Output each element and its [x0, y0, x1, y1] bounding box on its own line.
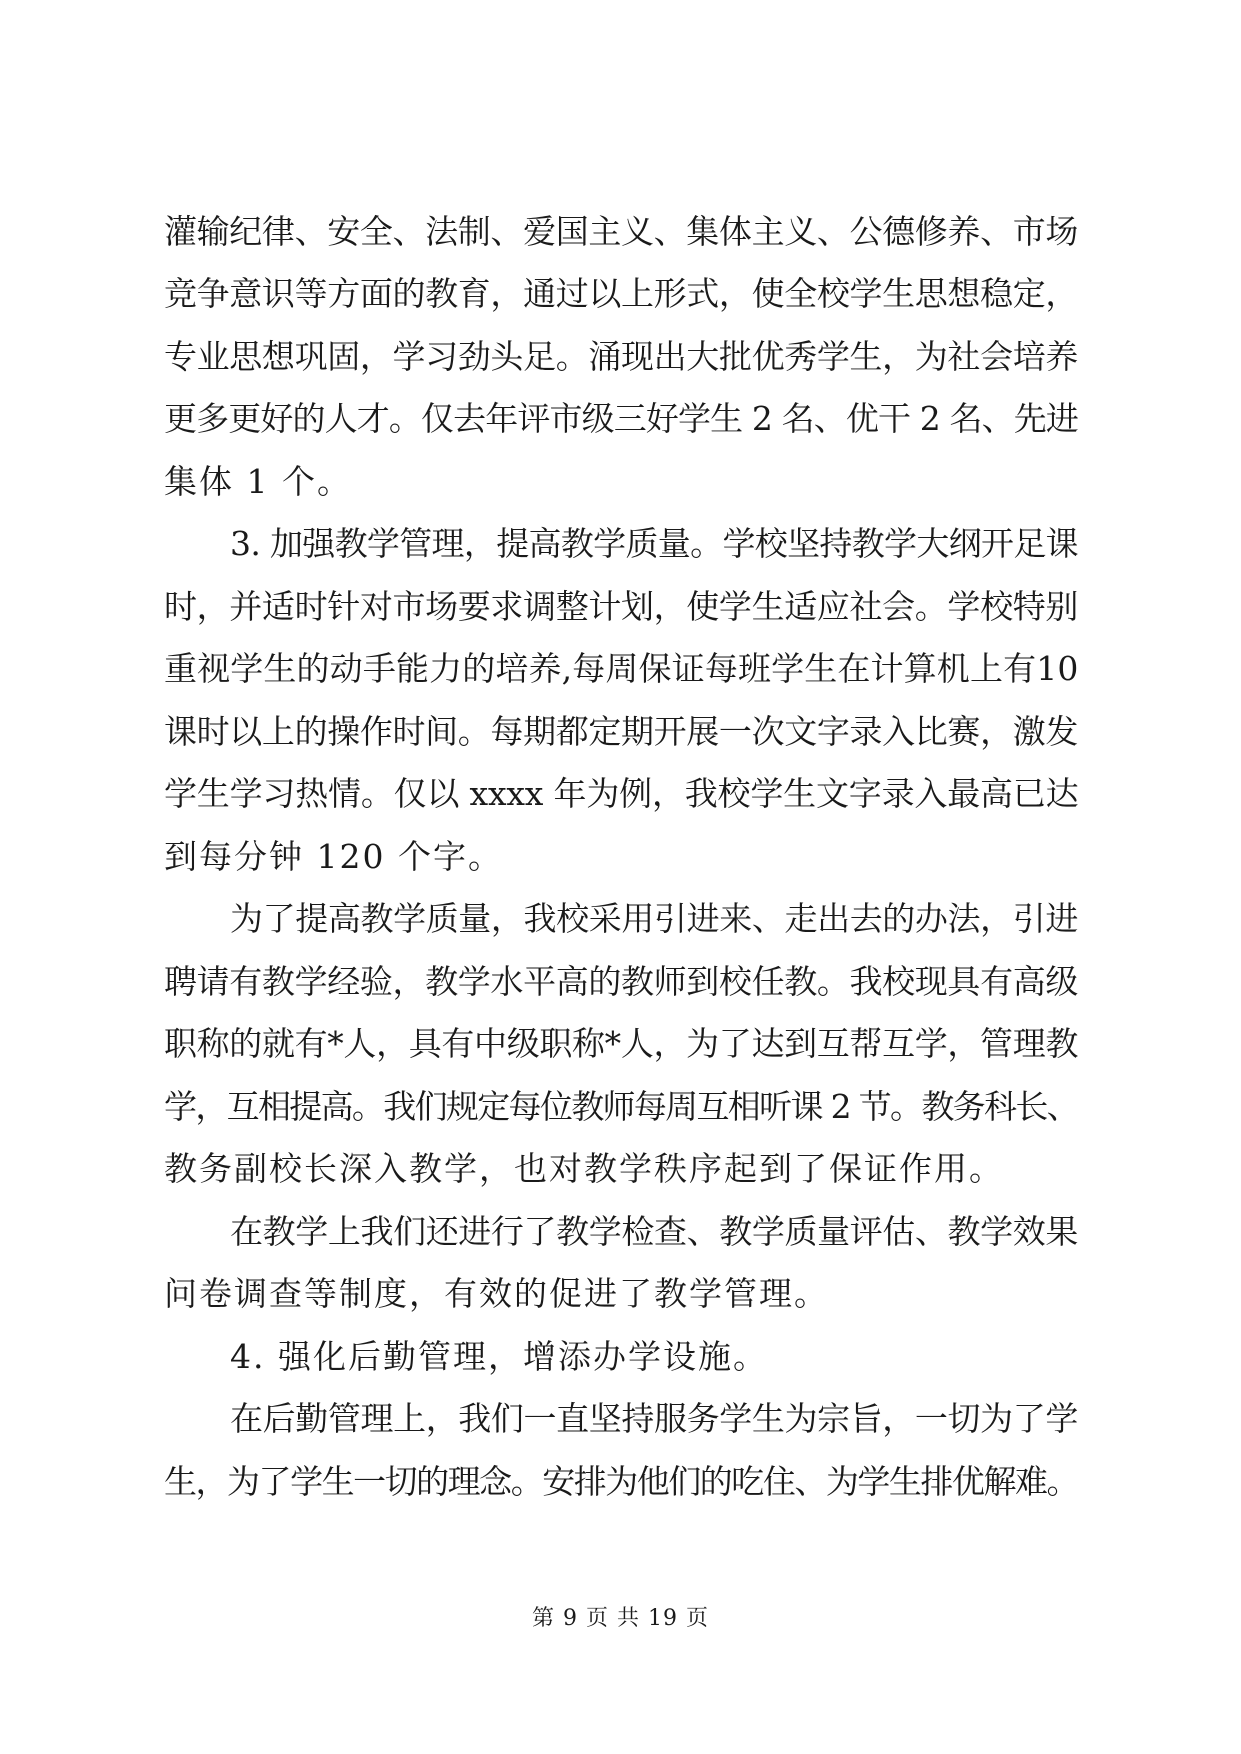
body-line: 教务副校长深入教学，也对教学秩序起到了保证作用。 — [164, 1149, 1004, 1188]
body-line: 在后勤管理上，我们一直坚持服务学生为宗旨，一切为了学 — [230, 1399, 1079, 1438]
body-line: 为了提高教学质量，我校采用引进来、走出去的办法，引进 — [230, 899, 1079, 938]
body-line: 生，为了学生一切的理念。安排为他们的吃住、为学生排优解难。 — [164, 1462, 1078, 1501]
body-line: 更多更好的人才。仅去年评市级三好学生 2 名、优干 2 名、先进 — [164, 399, 1078, 438]
body-line: 学生学习热情。仅以 xxxx 年为例，我校学生文字录入最高已达 — [164, 774, 1079, 813]
body-line: 时，并适时针对市场要求调整计划，使学生适应社会。学校特别 — [164, 587, 1079, 626]
body-line: 学，互相提高。我们规定每位教师每周互相听课 2 节。教务科长、 — [164, 1087, 1078, 1126]
body-line: 聘请有教学经验，教学水平高的教师到校任教。我校现具有高级 — [164, 962, 1079, 1001]
body-line: 到每分钟 120 个字。 — [164, 837, 503, 876]
section-heading-3: 3. 加强教学管理，提高教学质量。学校坚持教学大纲开足课 — [230, 524, 1078, 563]
body-line: 在教学上我们还进行了教学检查、教学质量评估、教学效果 — [230, 1212, 1079, 1251]
body-line: 灌输纪律、安全、法制、爱国主义、集体主义、公德修养、市场 — [164, 212, 1079, 251]
body-line: 集体 1 个。 — [164, 462, 352, 501]
page-number-footer: 第 9 页 共 19 页 — [532, 1606, 709, 1631]
body-line: 课时以上的操作时间。每期都定期开展一次文字录入比赛，激发 — [164, 712, 1079, 751]
body-line: 竞争意识等方面的教育，通过以上形式，使全校学生思想稳定， — [164, 274, 1079, 313]
body-line: 职称的就有*人，具有中级职称*人，为了达到互帮互学，管理教 — [164, 1024, 1079, 1063]
body-line: 重视学生的动手能力的培养,每周保证每班学生在计算机上有10 — [164, 649, 1079, 688]
body-line: 专业思想巩固，学习劲头足。涌现出大批优秀学生，为社会培养 — [164, 337, 1079, 376]
body-line: 问卷调查等制度，有效的促进了教学管理。 — [164, 1274, 829, 1313]
section-heading-4: 4. 强化后勤管理，增添办学设施。 — [230, 1337, 768, 1376]
